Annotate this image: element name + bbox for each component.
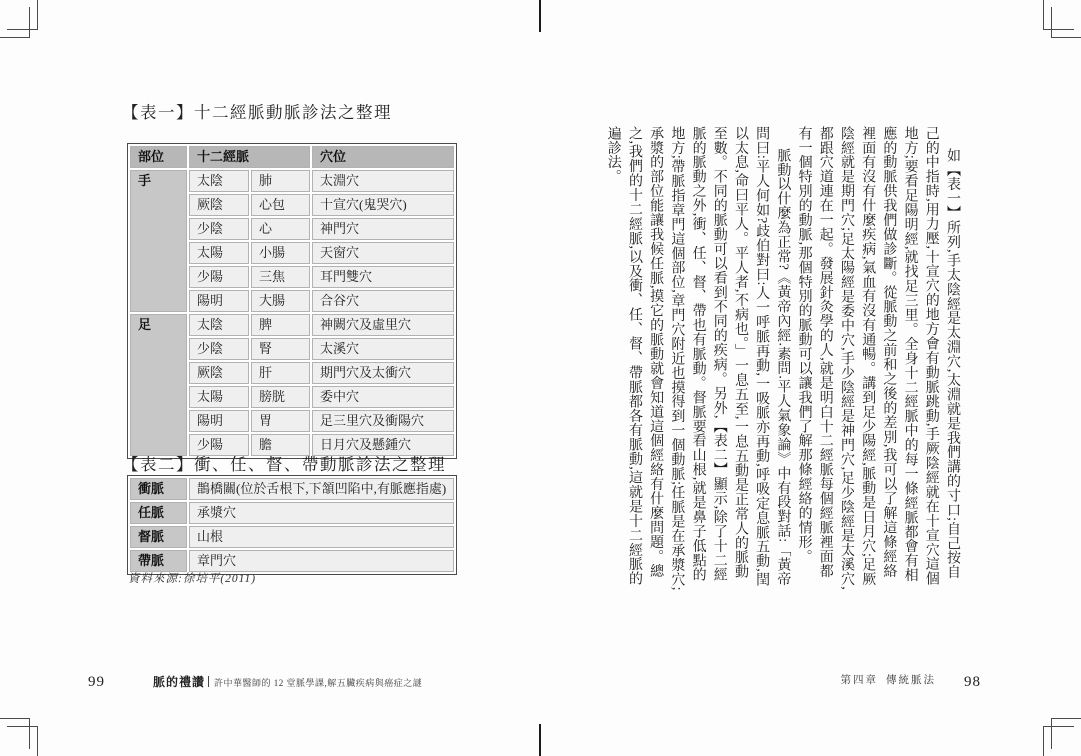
meridian-cell: 少陰 — [189, 218, 249, 240]
meridian-cell: 陽明 — [189, 410, 249, 432]
crop-mark — [7, 29, 38, 30]
crop-mark — [1043, 726, 1044, 756]
meridian-cell: 少陽 — [189, 266, 249, 288]
part-label-foot: 足 — [130, 314, 187, 456]
crop-mark — [1051, 718, 1081, 719]
book-subtitle: 許中華醫師的 12 堂脈學課,解五臟疾病與癌症之謎 — [214, 678, 423, 688]
crop-mark — [0, 37, 30, 38]
body-text-vertical — [603, 126, 963, 592]
table1-header-points: 穴位 — [312, 146, 454, 168]
point-cell: 耳門雙穴 — [312, 266, 454, 288]
paragraph-2: 脈動以什麼為正常?《黃帝內經.素問.平人氣象論》中有段對話:「黃帝問曰:平人何如?歧伯對曰:人一呼脈再動,一吸脈亦再動,呼吸定息脈五動,閏以太息,命曰平人。平人者,不病也。」一息五至,一息五動是正常人的脈動至數。不同的脈動可以看到不同的疾病。另外,【表二】顯示,除了十二經脈的脈動之外,衝、任、督、帶也有脈動。督脈要看山根,就是鼻子低點的地方;帶脈指章門這個部位,章門穴附近也摸得到一個動脈;任脈是在承漿穴;承漿的部位能讓我候任脈,摸它的脈動就會知道這個經絡有什麼問題。總之,我們的十二經脈,以及衝、任、督、帶脈都各有脈動,這就是十二經脈的遍診法。 — [605, 126, 791, 591]
table-row — [130, 314, 454, 336]
vessel-label: 任脈 — [130, 502, 187, 524]
meridian-cell: 厥陰 — [189, 362, 249, 384]
organ-cell: 肝 — [251, 362, 310, 384]
meridian-cell: 厥陰 — [189, 194, 249, 216]
organ-cell: 大腸 — [251, 290, 310, 312]
point-cell: 太淵穴 — [312, 170, 454, 192]
crop-mark — [37, 726, 38, 756]
meridian-cell: 太陽 — [189, 242, 249, 264]
point-cell: 合谷穴 — [312, 290, 454, 312]
table1-header-part: 部位 — [130, 146, 187, 168]
point-cell: 十宣穴(鬼哭穴) — [312, 194, 454, 216]
footer-divider — [208, 676, 209, 687]
meridian-cell: 太陽 — [189, 386, 249, 408]
crop-mark — [1043, 29, 1074, 30]
crop-mark — [7, 726, 38, 727]
organ-cell: 脾 — [251, 314, 310, 336]
organ-cell: 心 — [251, 218, 310, 240]
meridian-cell: 陽明 — [189, 290, 249, 312]
organ-cell: 膽 — [251, 434, 310, 456]
organ-cell: 腎 — [251, 338, 310, 360]
vessel-label: 督脈 — [130, 526, 187, 548]
fold-mark — [539, 724, 541, 756]
table-row — [130, 170, 454, 192]
left-page-footer — [88, 673, 422, 691]
point-cell: 太溪穴 — [312, 338, 454, 360]
crop-mark — [1051, 718, 1052, 749]
point-cell: 神門穴 — [312, 218, 454, 240]
meridian-cell: 少陰 — [189, 338, 249, 360]
point-cell: 日月穴及懸鍾穴 — [312, 434, 454, 456]
table2-title: 【表二】衝、任、督、帶動脈診法之整理 — [122, 455, 446, 474]
point-cell: 期門穴及太衝穴 — [312, 362, 454, 384]
vessel-point-cell: 鵲橋關(位於舌根下,下頷凹陷中,有脈應指處) — [189, 478, 454, 500]
point-cell: 委中穴 — [312, 386, 454, 408]
right-page-footer — [841, 672, 982, 691]
crop-mark — [1043, 726, 1074, 727]
point-cell: 天窗穴 — [312, 242, 454, 264]
meridian-cell: 太陰 — [189, 314, 249, 336]
vessel-point-cell: 山根 — [189, 526, 454, 548]
crop-mark — [1051, 37, 1081, 38]
point-cell: 足三里穴及衝陽穴 — [312, 410, 454, 432]
vessel-label: 衝脈 — [130, 478, 187, 500]
vessel-point-cell: 承漿穴 — [189, 502, 454, 524]
table1-title: 【表一】十二經脈動脈診法之整理 — [122, 103, 392, 122]
page-number-left: 99 — [88, 674, 105, 690]
point-cell: 神闕穴及虛里穴 — [312, 314, 454, 336]
crop-mark — [37, 0, 38, 30]
crop-mark — [29, 7, 30, 38]
chapter-label: 第四章 — [840, 675, 878, 686]
organ-cell: 心包 — [251, 194, 310, 216]
crop-mark — [1043, 0, 1044, 30]
table1-meridian-diagnosis — [127, 143, 457, 459]
vessel-label: 帶脈 — [130, 550, 187, 572]
meridian-cell: 太陰 — [189, 170, 249, 192]
organ-cell: 膀胱 — [251, 386, 310, 408]
source-note: 資料來源:徐培平(2011) — [128, 573, 257, 585]
table-row — [130, 502, 454, 524]
organ-cell: 三焦 — [251, 266, 310, 288]
page-number-right: 98 — [964, 674, 981, 690]
table1-header-meridians: 十二經脈 — [189, 146, 310, 168]
table-row — [130, 550, 454, 572]
organ-cell: 胃 — [251, 410, 310, 432]
part-label-hand: 手 — [130, 170, 187, 312]
fold-mark — [539, 0, 541, 32]
table2-extra-vessels — [127, 475, 457, 575]
organ-cell: 小腸 — [251, 242, 310, 264]
vessel-point-cell: 章門穴 — [189, 550, 454, 572]
book-title: 脈的禮讚 — [153, 675, 206, 689]
paragraph-1: 如【表一】所列,手太陰經是太淵穴,太淵就是我們講的寸口;自己按自己的中指時,用力壓,十宣穴的地方會有動脈跳動,手厥陰經就在十宣穴這個地方;要看足陽明經,就找足三里。全身十二經脈中的每一條經脈都會有相應的動脈供我們做診斷。從脈動之前和之後的差別,我可以了解這條經絡裡面有沒有什麼疾病,氣血有沒有通暢。講到足少陽經,脈動是日月穴;足厥陰經就是期門穴;足太陽經是委中穴,手少陰經是神門穴,足少陰經是太溪穴,都跟穴道連在一起。發展針灸學的人,就是明白十二經脈每個經脈裡面都有一個特別的動脈,那個特別的脈動可以讓我們了解那條經絡的情形。 — [796, 126, 960, 591]
chapter-title: 傳統脈法 — [886, 675, 936, 686]
crop-mark — [29, 718, 30, 749]
crop-mark — [0, 718, 30, 719]
table-row — [130, 478, 454, 500]
table-row — [130, 526, 454, 548]
organ-cell: 肺 — [251, 170, 310, 192]
crop-mark — [1051, 7, 1052, 38]
meridian-cell: 少陽 — [189, 434, 249, 456]
